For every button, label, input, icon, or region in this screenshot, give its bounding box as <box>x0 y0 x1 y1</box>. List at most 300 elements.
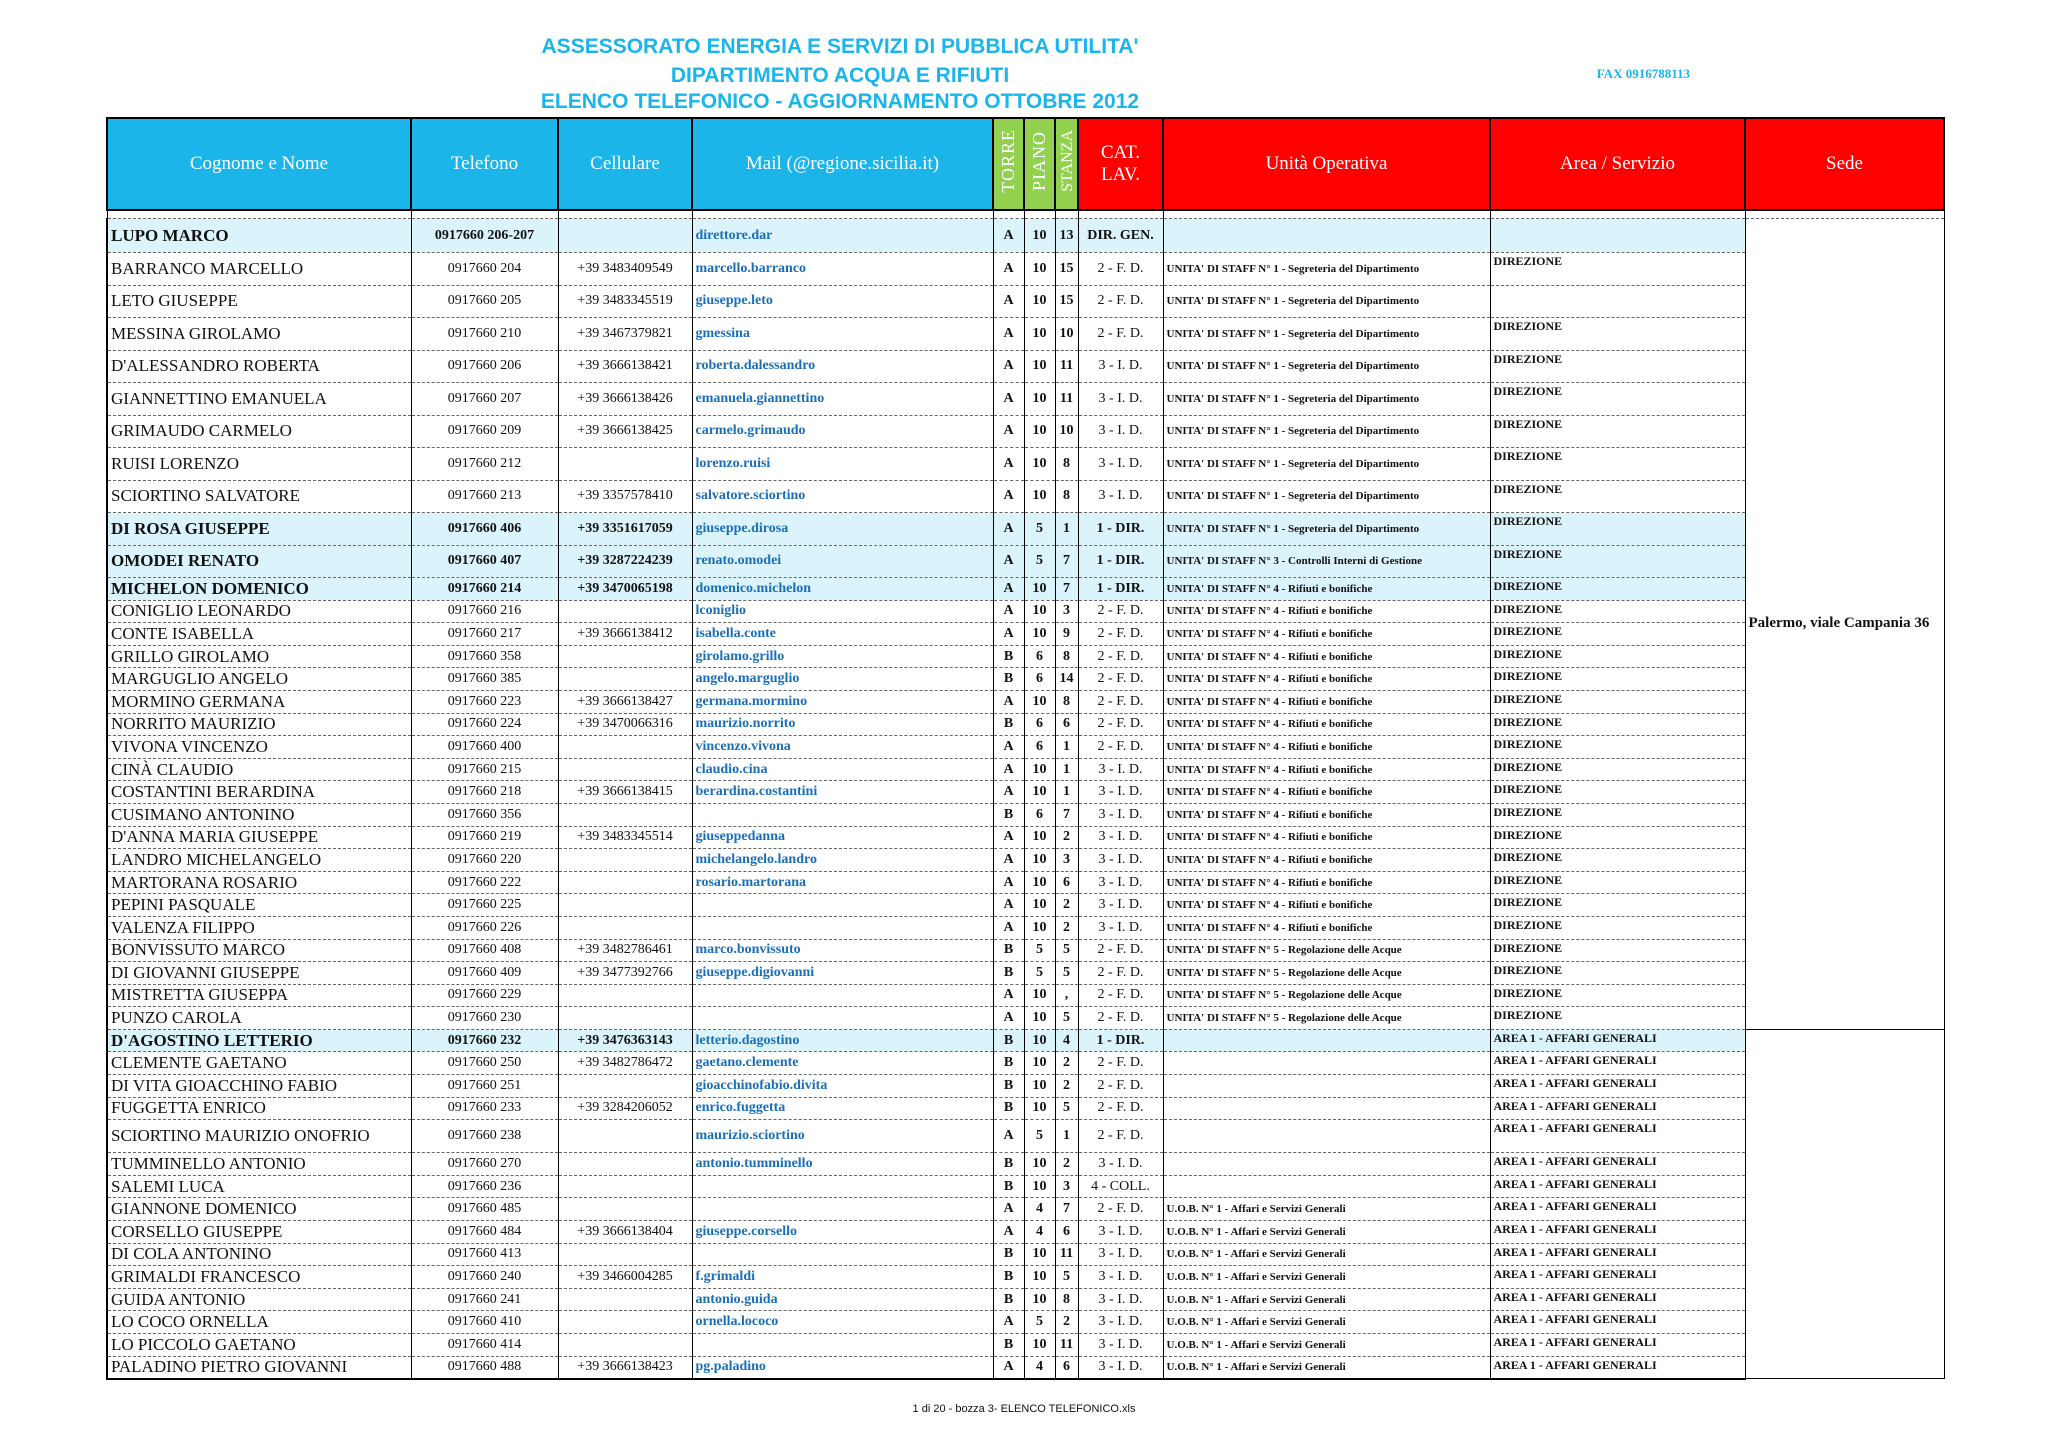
cell-piano: 10 <box>1024 480 1055 513</box>
cell-mail[interactable]: salvatore.sciortino <box>692 480 993 513</box>
cell-unita-operativa <box>1163 1120 1490 1153</box>
cell-torre: A <box>993 318 1024 351</box>
cell-mail[interactable] <box>692 894 993 917</box>
cell-stanza: 1 <box>1055 736 1078 759</box>
cell-torre: A <box>993 480 1024 513</box>
cell-mail[interactable]: pg.paladino <box>692 1356 993 1379</box>
cell-mail[interactable]: antonio.tumminello <box>692 1153 993 1176</box>
cell-area-servizio <box>1490 219 1745 253</box>
cell-unita-operativa: UNITA' DI STAFF N° 4 - Rifiuti e bonifiche <box>1163 600 1490 623</box>
cell-area-servizio: AREA 1 - AFFARI GENERALI <box>1490 1029 1745 1052</box>
cell-area-servizio: DIREZIONE <box>1490 253 1745 286</box>
cell-name: CINÀ CLAUDIO <box>107 758 411 781</box>
cell-mail[interactable] <box>692 1175 993 1198</box>
cell-cellulare: +39 3666138404 <box>558 1221 692 1244</box>
cell-telefono: 0917660 219 <box>411 826 558 849</box>
cell-mail[interactable]: roberta.dalessandro <box>692 350 993 383</box>
cell-mail[interactable]: angelo.marguglio <box>692 668 993 691</box>
cell-sede: Palermo, viale Campania 36 <box>1745 219 1944 1030</box>
cell-name: MARTORANA ROSARIO <box>107 871 411 894</box>
cell-area-servizio: DIREZIONE <box>1490 803 1745 826</box>
table-row <box>107 480 1944 513</box>
cell-cat-lav: 3 - I. D. <box>1078 1153 1163 1176</box>
table-row <box>107 253 1944 286</box>
cell-piano: 5 <box>1024 939 1055 962</box>
cell-unita-operativa <box>1163 1052 1490 1075</box>
cell-stanza: 10 <box>1055 318 1078 351</box>
cell-unita-operativa: UNITA' DI STAFF N° 1 - Segreteria del Dipartimento <box>1163 480 1490 513</box>
cell-piano: 10 <box>1024 1175 1055 1198</box>
cell-unita-operativa: UNITA' DI STAFF N° 1 - Segreteria del Dipartimento <box>1163 350 1490 383</box>
cell-mail[interactable]: isabella.conte <box>692 623 993 646</box>
cell-cat-lav: 3 - I. D. <box>1078 383 1163 416</box>
cell-stanza: 7 <box>1055 545 1078 578</box>
cell-telefono: 0917660 218 <box>411 781 558 804</box>
cell-piano: 6 <box>1024 803 1055 826</box>
cell-torre: B <box>993 1052 1024 1075</box>
cell-stanza: 1 <box>1055 1120 1078 1153</box>
cell-telefono: 0917660 414 <box>411 1334 558 1357</box>
cell-name: SCIORTINO SALVATORE <box>107 480 411 513</box>
cell-name: TUMMINELLO ANTONIO <box>107 1153 411 1176</box>
cell-telefono: 0917660 233 <box>411 1097 558 1120</box>
cell-unita-operativa: U.O.B. N° 1 - Affari e Servizi Generali <box>1163 1198 1490 1221</box>
cell-cellulare: +39 3477392766 <box>558 962 692 985</box>
cell-stanza: 7 <box>1055 578 1078 601</box>
cell-telefono: 0917660 413 <box>411 1243 558 1266</box>
cell-unita-operativa: U.O.B. N° 1 - Affari e Servizi Generali <box>1163 1334 1490 1357</box>
cell-unita-operativa <box>1163 1153 1490 1176</box>
cell-torre: A <box>993 894 1024 917</box>
spacer-cell <box>411 210 558 219</box>
table-row <box>107 1243 1944 1266</box>
cell-mail[interactable]: claudio.cina <box>692 758 993 781</box>
cell-stanza: 2 <box>1055 1311 1078 1334</box>
cell-cat-lav: 3 - I. D. <box>1078 1221 1163 1244</box>
cell-telefono: 0917660 385 <box>411 668 558 691</box>
cell-torre: A <box>993 690 1024 713</box>
cell-unita-operativa: UNITA' DI STAFF N° 4 - Rifiuti e bonifiche <box>1163 826 1490 849</box>
cell-area-servizio: DIREZIONE <box>1490 545 1745 578</box>
cell-stanza: 14 <box>1055 668 1078 691</box>
cell-cellulare <box>558 916 692 939</box>
cell-cat-lav: 2 - F. D. <box>1078 1075 1163 1098</box>
cell-torre: B <box>993 1243 1024 1266</box>
table-row <box>107 623 1944 646</box>
cell-unita-operativa: UNITA' DI STAFF N° 1 - Segreteria del Dipartimento <box>1163 448 1490 481</box>
cell-unita-operativa: U.O.B. N° 1 - Affari e Servizi Generali <box>1163 1356 1490 1379</box>
cell-mail[interactable] <box>692 1007 993 1030</box>
cell-torre: A <box>993 578 1024 601</box>
cell-torre: B <box>993 1334 1024 1357</box>
cell-torre: B <box>993 1153 1024 1176</box>
cell-cat-lav: DIR. GEN. <box>1078 219 1163 253</box>
cell-mail[interactable]: michelangelo.landro <box>692 849 993 872</box>
cell-name: GIANNONE DOMENICO <box>107 1198 411 1221</box>
cell-name: BARRANCO MARCELLO <box>107 253 411 286</box>
table-row <box>107 1356 1944 1379</box>
cell-telefono: 0917660 410 <box>411 1311 558 1334</box>
cell-area-servizio: DIREZIONE <box>1490 758 1745 781</box>
cell-area-servizio: DIREZIONE <box>1490 668 1745 691</box>
cell-unita-operativa: UNITA' DI STAFF N° 4 - Rifiuti e bonifiche <box>1163 713 1490 736</box>
cell-mail[interactable]: letterio.dagostino <box>692 1029 993 1052</box>
cell-cellulare <box>558 1311 692 1334</box>
cell-area-servizio: DIREZIONE <box>1490 781 1745 804</box>
cell-unita-operativa: U.O.B. N° 1 - Affari e Servizi Generali <box>1163 1266 1490 1289</box>
cell-telefono: 0917660 236 <box>411 1175 558 1198</box>
spacer-cell <box>692 210 993 219</box>
cell-unita-operativa: U.O.B. N° 1 - Affari e Servizi Generali <box>1163 1243 1490 1266</box>
cell-unita-operativa <box>1163 1097 1490 1120</box>
cell-piano: 4 <box>1024 1221 1055 1244</box>
cell-torre: A <box>993 758 1024 781</box>
cell-stanza: 6 <box>1055 1356 1078 1379</box>
cell-cat-lav: 2 - F. D. <box>1078 984 1163 1007</box>
cell-cat-lav: 4 - COLL. <box>1078 1175 1163 1198</box>
document-header <box>0 0 2048 118</box>
table-row <box>107 285 1944 318</box>
spacer-cell <box>1745 210 1944 219</box>
cell-mail[interactable]: maurizio.norrito <box>692 713 993 736</box>
cell-cat-lav: 2 - F. D. <box>1078 713 1163 736</box>
cell-name: LO PICCOLO GAETANO <box>107 1334 411 1357</box>
cell-telefono: 0917660 213 <box>411 480 558 513</box>
cell-stanza: 11 <box>1055 350 1078 383</box>
cell-cellulare <box>558 1288 692 1311</box>
cell-name: NORRITO MAURIZIO <box>107 713 411 736</box>
cell-telefono: 0917660 270 <box>411 1153 558 1176</box>
cell-name: GRIMAUDO CARMELO <box>107 415 411 448</box>
col-header-area: Area / Servizio <box>1490 118 1745 210</box>
cell-cat-lav: 3 - I. D. <box>1078 1311 1163 1334</box>
cell-cat-lav: 2 - F. D. <box>1078 1120 1163 1153</box>
cell-area-servizio: AREA 1 - AFFARI GENERALI <box>1490 1153 1745 1176</box>
cell-telefono: 0917660 230 <box>411 1007 558 1030</box>
cell-telefono: 0917660 400 <box>411 736 558 759</box>
cell-mail[interactable] <box>692 1334 993 1357</box>
cell-unita-operativa: UNITA' DI STAFF N° 4 - Rifiuti e bonifiche <box>1163 668 1490 691</box>
cell-name: PEPINI PASQUALE <box>107 894 411 917</box>
cell-telefono: 0917660 217 <box>411 623 558 646</box>
cell-piano: 10 <box>1024 1334 1055 1357</box>
cell-telefono: 0917660 222 <box>411 871 558 894</box>
col-header-cellulare: Cellulare <box>558 118 692 210</box>
cell-cellulare <box>558 803 692 826</box>
cell-cat-lav: 3 - I. D. <box>1078 849 1163 872</box>
cell-stanza: , <box>1055 984 1078 1007</box>
cell-stanza: 8 <box>1055 690 1078 713</box>
cell-mail[interactable]: germana.mormino <box>692 690 993 713</box>
cell-name: GRIMALDI FRANCESCO <box>107 1266 411 1289</box>
cell-unita-operativa: U.O.B. N° 1 - Affari e Servizi Generali <box>1163 1288 1490 1311</box>
cell-stanza: 6 <box>1055 1221 1078 1244</box>
cell-torre: B <box>993 803 1024 826</box>
cell-mail[interactable] <box>692 1243 993 1266</box>
cell-stanza: 3 <box>1055 1175 1078 1198</box>
cell-telefono: 0917660 232 <box>411 1029 558 1052</box>
cell-cat-lav: 3 - I. D. <box>1078 758 1163 781</box>
cell-unita-operativa: UNITA' DI STAFF N° 1 - Segreteria del Dipartimento <box>1163 253 1490 286</box>
cell-cat-lav: 2 - F. D. <box>1078 1052 1163 1075</box>
cell-cat-lav: 3 - I. D. <box>1078 871 1163 894</box>
cell-mail[interactable]: giuseppe.leto <box>692 285 993 318</box>
table-row <box>107 962 1944 985</box>
cell-mail[interactable]: renato.omodei <box>692 545 993 578</box>
cell-cat-lav: 2 - F. D. <box>1078 690 1163 713</box>
cell-mail[interactable]: giuseppe.dirosa <box>692 513 993 546</box>
cell-piano: 6 <box>1024 736 1055 759</box>
cell-stanza: 8 <box>1055 480 1078 513</box>
spacer-cell <box>1163 210 1490 219</box>
cell-piano: 5 <box>1024 1311 1055 1334</box>
cell-mail[interactable]: berardina.costantini <box>692 781 993 804</box>
cell-unita-operativa <box>1163 1075 1490 1098</box>
cell-torre: B <box>993 1029 1024 1052</box>
cell-telefono: 0917660 205 <box>411 285 558 318</box>
cell-name: OMODEI RENATO <box>107 545 411 578</box>
table-row <box>107 849 1944 872</box>
cell-torre: A <box>993 984 1024 1007</box>
cell-telefono: 0917660 406 <box>411 513 558 546</box>
cell-telefono: 0917660 356 <box>411 803 558 826</box>
cell-name: VIVONA VINCENZO <box>107 736 411 759</box>
cell-stanza: 1 <box>1055 758 1078 781</box>
col-header-stanza: STANZA <box>1055 118 1078 210</box>
cell-cellulare: +39 3357578410 <box>558 480 692 513</box>
cell-mail[interactable]: lorenzo.ruisi <box>692 448 993 481</box>
cell-cat-lav: 1 - DIR. <box>1078 513 1163 546</box>
cell-unita-operativa: UNITA' DI STAFF N° 5 - Regolazione delle Acque <box>1163 939 1490 962</box>
cell-mail[interactable]: emanuela.giannettino <box>692 383 993 416</box>
fax-number: FAX 0916788113 <box>1596 66 1690 81</box>
col-header-name: Cognome e Nome <box>107 118 411 210</box>
cell-cellulare <box>558 849 692 872</box>
table-row <box>107 939 1944 962</box>
cell-mail[interactable] <box>692 1198 993 1221</box>
table-row <box>107 545 1944 578</box>
cell-mail[interactable]: rosario.martorana <box>692 871 993 894</box>
cell-mail[interactable]: ornella.lococo <box>692 1311 993 1334</box>
cell-name: GIANNETTINO EMANUELA <box>107 383 411 416</box>
cell-cellulare: +39 3482786472 <box>558 1052 692 1075</box>
cell-cat-lav: 3 - I. D. <box>1078 1334 1163 1357</box>
cell-cellulare <box>558 1198 692 1221</box>
cell-cellulare: +39 3470065198 <box>558 578 692 601</box>
cell-name: D'ALESSANDRO ROBERTA <box>107 350 411 383</box>
cell-cellulare <box>558 1153 692 1176</box>
cell-torre: A <box>993 383 1024 416</box>
cell-stanza: 7 <box>1055 1198 1078 1221</box>
cell-cat-lav: 2 - F. D. <box>1078 285 1163 318</box>
cell-name: MESSINA GIROLAMO <box>107 318 411 351</box>
cell-area-servizio: AREA 1 - AFFARI GENERALI <box>1490 1198 1745 1221</box>
cell-cat-lav: 3 - I. D. <box>1078 826 1163 849</box>
cell-torre: A <box>993 781 1024 804</box>
table-row <box>107 318 1944 351</box>
cell-stanza: 2 <box>1055 894 1078 917</box>
cell-unita-operativa: UNITA' DI STAFF N° 4 - Rifiuti e bonifiche <box>1163 623 1490 646</box>
cell-telefono: 0917660 212 <box>411 448 558 481</box>
cell-mail[interactable]: giuseppe.digiovanni <box>692 962 993 985</box>
cell-torre: B <box>993 1075 1024 1098</box>
table-row <box>107 383 1944 416</box>
cell-name: FUGGETTA ENRICO <box>107 1097 411 1120</box>
spacer-cell <box>1055 210 1078 219</box>
cell-stanza: 3 <box>1055 600 1078 623</box>
cell-torre: A <box>993 448 1024 481</box>
cell-mail[interactable]: marco.bonvissuto <box>692 939 993 962</box>
cell-mail[interactable] <box>692 916 993 939</box>
cell-mail[interactable]: maurizio.sciortino <box>692 1120 993 1153</box>
cell-mail[interactable]: gioacchinofabio.divita <box>692 1075 993 1098</box>
cell-cat-lav: 2 - F. D. <box>1078 736 1163 759</box>
cell-unita-operativa: UNITA' DI STAFF N° 1 - Segreteria del Dipartimento <box>1163 415 1490 448</box>
cell-piano: 5 <box>1024 545 1055 578</box>
cell-torre: A <box>993 916 1024 939</box>
table-row <box>107 736 1944 759</box>
cell-name: PALADINO PIETRO GIOVANNI <box>107 1356 411 1379</box>
cell-unita-operativa: UNITA' DI STAFF N° 4 - Rifiuti e bonifiche <box>1163 803 1490 826</box>
cell-area-servizio: DIREZIONE <box>1490 690 1745 713</box>
cell-cellulare: +39 3476363143 <box>558 1029 692 1052</box>
cell-torre: B <box>993 962 1024 985</box>
cell-area-servizio: DIREZIONE <box>1490 826 1745 849</box>
cell-cellulare <box>558 1075 692 1098</box>
col-header-torre: TORRE <box>993 118 1024 210</box>
cell-torre: A <box>993 1120 1024 1153</box>
cell-area-servizio <box>1490 285 1745 318</box>
cell-cat-lav: 3 - I. D. <box>1078 448 1163 481</box>
table-row <box>107 781 1944 804</box>
cell-torre: A <box>993 736 1024 759</box>
cell-piano: 10 <box>1024 1097 1055 1120</box>
cell-area-servizio: AREA 1 - AFFARI GENERALI <box>1490 1120 1745 1153</box>
cell-name: CLEMENTE GAETANO <box>107 1052 411 1075</box>
cell-mail[interactable] <box>692 984 993 1007</box>
table-row <box>107 1311 1944 1334</box>
cell-cellulare <box>558 1243 692 1266</box>
cell-torre: A <box>993 1007 1024 1030</box>
cell-torre: A <box>993 871 1024 894</box>
cell-telefono: 0917660 225 <box>411 894 558 917</box>
cell-cat-lav: 2 - F. D. <box>1078 939 1163 962</box>
cell-name: DI VITA GIOACCHINO FABIO <box>107 1075 411 1098</box>
cell-mail[interactable]: f.grimaldi <box>692 1266 993 1289</box>
cell-area-servizio: AREA 1 - AFFARI GENERALI <box>1490 1334 1745 1357</box>
cell-piano: 5 <box>1024 1120 1055 1153</box>
cell-telefono: 0917660 214 <box>411 578 558 601</box>
cell-piano: 10 <box>1024 1007 1055 1030</box>
table-row <box>107 713 1944 736</box>
cell-piano: 6 <box>1024 668 1055 691</box>
cell-cellulare: +39 3482786461 <box>558 939 692 962</box>
cell-unita-operativa: UNITA' DI STAFF N° 4 - Rifiuti e bonifiche <box>1163 690 1490 713</box>
cell-piano: 10 <box>1024 578 1055 601</box>
cell-unita-operativa: UNITA' DI STAFF N° 4 - Rifiuti e bonifiche <box>1163 736 1490 759</box>
cell-unita-operativa <box>1163 1029 1490 1052</box>
cell-area-servizio: DIREZIONE <box>1490 1007 1745 1030</box>
cell-mail[interactable]: carmelo.grimaudo <box>692 415 993 448</box>
cell-name: LANDRO MICHELANGELO <box>107 849 411 872</box>
cell-stanza: 1 <box>1055 781 1078 804</box>
cell-name: MARGUGLIO ANGELO <box>107 668 411 691</box>
cell-mail[interactable]: antonio.guida <box>692 1288 993 1311</box>
cell-telefono: 0917660 485 <box>411 1198 558 1221</box>
cell-name: DI ROSA GIUSEPPE <box>107 513 411 546</box>
cell-unita-operativa: UNITA' DI STAFF N° 4 - Rifiuti e bonifiche <box>1163 849 1490 872</box>
cell-stanza: 10 <box>1055 415 1078 448</box>
cell-area-servizio: DIREZIONE <box>1490 623 1745 646</box>
cell-area-servizio: DIREZIONE <box>1490 600 1745 623</box>
cell-mail[interactable]: marcello.barranco <box>692 253 993 286</box>
cell-piano: 10 <box>1024 219 1055 253</box>
cell-area-servizio: DIREZIONE <box>1490 849 1745 872</box>
cell-name: DI GIOVANNI GIUSEPPE <box>107 962 411 985</box>
cell-telefono: 0917660 206 <box>411 350 558 383</box>
cell-unita-operativa: UNITA' DI STAFF N° 5 - Regolazione delle Acque <box>1163 962 1490 985</box>
cell-unita-operativa: UNITA' DI STAFF N° 1 - Segreteria del Dipartimento <box>1163 318 1490 351</box>
cell-cellulare: +39 3666138421 <box>558 350 692 383</box>
cell-mail[interactable]: gmessina <box>692 318 993 351</box>
cell-unita-operativa: U.O.B. N° 1 - Affari e Servizi Generali <box>1163 1311 1490 1334</box>
spacer-cell <box>107 210 411 219</box>
cell-stanza: 2 <box>1055 1075 1078 1098</box>
cell-stanza: 13 <box>1055 219 1078 253</box>
cell-telefono: 0917660 408 <box>411 939 558 962</box>
cell-area-servizio: DIREZIONE <box>1490 415 1745 448</box>
cell-area-servizio: DIREZIONE <box>1490 736 1745 759</box>
cell-area-servizio: DIREZIONE <box>1490 939 1745 962</box>
cell-mail[interactable]: giuseppe.corsello <box>692 1221 993 1244</box>
cell-cat-lav: 2 - F. D. <box>1078 623 1163 646</box>
table-row <box>107 1007 1944 1030</box>
cell-mail[interactable]: giuseppedanna <box>692 826 993 849</box>
cell-mail[interactable] <box>692 803 993 826</box>
cell-area-servizio: AREA 1 - AFFARI GENERALI <box>1490 1311 1745 1334</box>
cell-cat-lav: 3 - I. D. <box>1078 1243 1163 1266</box>
cell-area-servizio: DIREZIONE <box>1490 894 1745 917</box>
cell-cellulare <box>558 219 692 253</box>
table-row <box>107 894 1944 917</box>
cell-torre: B <box>993 939 1024 962</box>
cell-cat-lav: 3 - I. D. <box>1078 1288 1163 1311</box>
cell-stanza: 11 <box>1055 383 1078 416</box>
cell-cellulare <box>558 1175 692 1198</box>
cell-mail[interactable]: domenico.michelon <box>692 578 993 601</box>
cell-name: VALENZA FILIPPO <box>107 916 411 939</box>
cell-mail[interactable]: enrico.fuggetta <box>692 1097 993 1120</box>
spacer-cell <box>1024 210 1055 219</box>
cell-mail[interactable]: girolamo.grillo <box>692 645 993 668</box>
cell-cellulare <box>558 645 692 668</box>
col-header-telefono: Telefono <box>411 118 558 210</box>
cell-name: DI COLA ANTONINO <box>107 1243 411 1266</box>
title-elenco: ELENCO TELEFONICO - AGGIORNAMENTO OTTOBRE 2012 <box>540 90 1140 113</box>
cell-cat-lav: 2 - F. D. <box>1078 668 1163 691</box>
cell-cellulare: +39 3666138415 <box>558 781 692 804</box>
cell-cellulare: +39 3483409549 <box>558 253 692 286</box>
cell-mail[interactable]: lconiglio <box>692 600 993 623</box>
cell-mail[interactable]: vincenzo.vivona <box>692 736 993 759</box>
cell-torre: B <box>993 668 1024 691</box>
cell-unita-operativa: UNITA' DI STAFF N° 3 - Controlli Interni di Gestione <box>1163 545 1490 578</box>
cell-mail[interactable]: gaetano.clemente <box>692 1052 993 1075</box>
cell-unita-operativa <box>1163 1175 1490 1198</box>
cell-torre: B <box>993 1266 1024 1289</box>
cell-name: COSTANTINI BERARDINA <box>107 781 411 804</box>
cell-mail[interactable]: direttore.dar <box>692 219 993 253</box>
